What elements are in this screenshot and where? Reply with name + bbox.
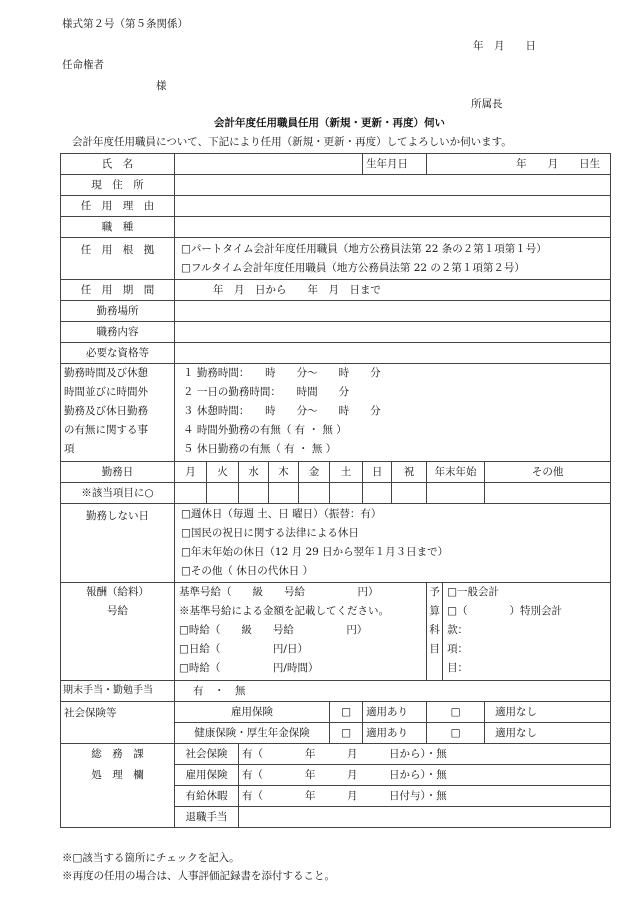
budget-kou[interactable]: 項： (447, 643, 469, 655)
day-other: その他 (485, 462, 611, 483)
birth-label: 生年月日 (363, 154, 427, 175)
day-sat-input[interactable] (330, 483, 363, 504)
day-thu: 木 (269, 462, 299, 483)
day-fri: 金 (299, 462, 330, 483)
admin-leave-input[interactable]: 有（ 年 月 日付与）・無 (239, 786, 611, 807)
hours-details (175, 364, 611, 462)
ins-employment-yes-label: 適用あり (363, 702, 427, 723)
day-wed: 水 (239, 462, 269, 483)
ins-employment-yes-checkbox[interactable]: □ (330, 702, 363, 723)
workplace-input[interactable] (175, 301, 611, 322)
form-number: 様式第２号（第５条関係） (62, 18, 188, 30)
day-other-input[interactable] (485, 483, 611, 504)
insurance-label: 社会保険等 (61, 702, 175, 744)
hours-break[interactable]: ３ 休憩時間： 時 分～ 時 分 (183, 405, 381, 417)
address-label: 現 住 所 (61, 175, 175, 196)
sama-label: 様 (156, 80, 167, 92)
budget-moku[interactable]: 目： (447, 662, 469, 674)
pay-daily[interactable]: □日給（ 円/日） (179, 643, 308, 655)
budget-special[interactable]: □（ ）特別会計 (447, 605, 562, 617)
nonwork-label: 勤務しない日 (61, 504, 175, 583)
pay-hourly[interactable]: □時給（ 円/時間） (179, 662, 319, 674)
day-sat: 土 (330, 462, 363, 483)
qualifications-label: 必要な資格等 (61, 343, 175, 364)
name-label: 氏 名 (61, 154, 175, 175)
address-input[interactable] (175, 175, 611, 196)
budget-label: 予 算 科 目 (427, 583, 443, 681)
ins-health-no-label: 適用なし (485, 723, 611, 744)
admin-label: 総 務 課 処 理 欄 (61, 744, 175, 828)
footer-note-reappoint: ※再度の任用の場合は、人事評価記録書を添付すること。 (62, 870, 335, 882)
application-form-table (60, 153, 611, 828)
admin-retire-label: 退職手当 (175, 807, 239, 828)
day-thu-input[interactable] (269, 483, 299, 504)
nonwork-options (175, 504, 611, 583)
day-new-year-input[interactable] (427, 483, 485, 504)
hours-holiday[interactable]: ５ 休日勤務の有無（ 有 ・ 無 ） (183, 443, 337, 455)
qualifications-input[interactable] (175, 343, 611, 364)
day-tue-input[interactable] (207, 483, 239, 504)
basis-options (175, 238, 611, 280)
workplace-label: 勤務場所 (61, 301, 175, 322)
document-title: 会計年度任用職員任用（新規・更新・再度）伺い (214, 117, 445, 129)
footer-note-check: ※□該当する箇所にチェックを記入。 (62, 852, 240, 864)
day-sun: 日 (363, 462, 392, 483)
nonwork-weekly[interactable]: □週休日（毎週 土、日 曜日）（振替：有） (181, 508, 382, 520)
ins-employment-no-label: 適用なし (485, 702, 611, 723)
admin-employment-label: 雇用保険 (175, 765, 239, 786)
pay-details (175, 583, 427, 681)
hours-overtime[interactable]: ４ 時間外勤務の有無（ 有 ・ 無 ） (183, 424, 347, 436)
admin-social-label: 社会保険 (175, 744, 239, 765)
budget-kan[interactable]: 款： (447, 624, 469, 636)
ins-employment-no-checkbox[interactable]: □ (427, 702, 485, 723)
ins-employment-label: 雇用保険 (175, 702, 330, 723)
workdays-note: ※該当項目に○ (61, 483, 175, 504)
duties-label: 職務内容 (61, 322, 175, 343)
budget-general[interactable]: □一般会計 (447, 586, 499, 598)
hours-work-time[interactable]: １ 勤務時間： 時 分～ 時 分 (183, 367, 381, 379)
nonwork-national[interactable]: □国民の祝日に関する法律による休日 (181, 527, 359, 539)
budget-details (443, 583, 611, 681)
ins-health-yes-checkbox[interactable]: □ (330, 723, 363, 744)
workdays-label: 勤務日 (61, 462, 175, 483)
duties-input[interactable] (175, 322, 611, 343)
nonwork-other[interactable]: □その他（ 休日の代休日 ） (181, 565, 314, 577)
job-type-label: 職 種 (61, 217, 175, 238)
ins-health-yes-label: 適用あり (363, 723, 427, 744)
pay-label: 報酬（給料） 号給 (61, 583, 175, 681)
basis-option-full-time[interactable]: □フルタイム会計年度任用職員（地方公務員法第 22 の２第１項第２号） (181, 261, 525, 274)
bonus-input[interactable]: 有 ・ 無 (175, 681, 611, 702)
pay-note: ※基準号給による金額を記載してください。 (179, 605, 389, 617)
basis-option-part-time[interactable]: □パートタイム会計年度任用職員（地方公務員法第 22 条の２第１項第１号） (181, 242, 547, 255)
bonus-label: 期末手当・勤勉手当 (61, 681, 175, 702)
hours-daily[interactable]: ２ 一日の勤務時間： 時間 分 (183, 386, 350, 398)
birth-input[interactable]: 年 月 日生 (427, 154, 611, 175)
day-mon-input[interactable] (175, 483, 207, 504)
day-fri-input[interactable] (299, 483, 330, 504)
reason-label: 任 用 理 由 (61, 196, 175, 217)
day-holiday: 祝 (392, 462, 427, 483)
dept-head-label: 所属長 (471, 98, 503, 110)
pay-base[interactable]: 基準号給（ 級 号給 円） (179, 586, 379, 598)
appointer-label: 任命権者 (62, 59, 104, 71)
day-tue: 火 (207, 462, 239, 483)
day-wed-input[interactable] (239, 483, 269, 504)
day-new-year: 年末年始 (427, 462, 485, 483)
date-field[interactable]: 年 月 日 (473, 40, 536, 52)
reason-input[interactable] (175, 196, 611, 217)
pay-hourly-grade[interactable]: □時給（ 級 号給 円） (179, 624, 368, 636)
name-input[interactable] (175, 154, 363, 175)
ins-health-no-checkbox[interactable]: □ (427, 723, 485, 744)
intro-text: 会計年度任用職員について、下記により任用（新規・更新・再度）してよろしいか伺います。 (72, 136, 512, 148)
day-holiday-input[interactable] (392, 483, 427, 504)
admin-retire-input[interactable] (239, 807, 611, 828)
basis-label: 任 用 根 拠 (61, 238, 175, 280)
ins-health-label: 健康保険・厚生年金保険 (175, 723, 330, 744)
hours-label: 勤務時間及び休憩 時間並びに時間外 勤務及び休日勤務 の有無に関する事 項 (61, 364, 175, 462)
period-label: 任 用 期 間 (61, 280, 175, 301)
nonwork-new-year[interactable]: □年末年始の休日（12 月 29 日から翌年１月３日まで） (181, 546, 449, 558)
period-input[interactable]: 年 月 日から 年 月 日まで (175, 280, 611, 301)
admin-social-input[interactable]: 有（ 年 月 日から）・無 (239, 744, 611, 765)
admin-employment-input[interactable]: 有（ 年 月 日から）・無 (239, 765, 611, 786)
job-type-input[interactable] (175, 217, 611, 238)
day-mon: 月 (175, 462, 207, 483)
day-sun-input[interactable] (363, 483, 392, 504)
admin-leave-label: 有給休暇 (175, 786, 239, 807)
